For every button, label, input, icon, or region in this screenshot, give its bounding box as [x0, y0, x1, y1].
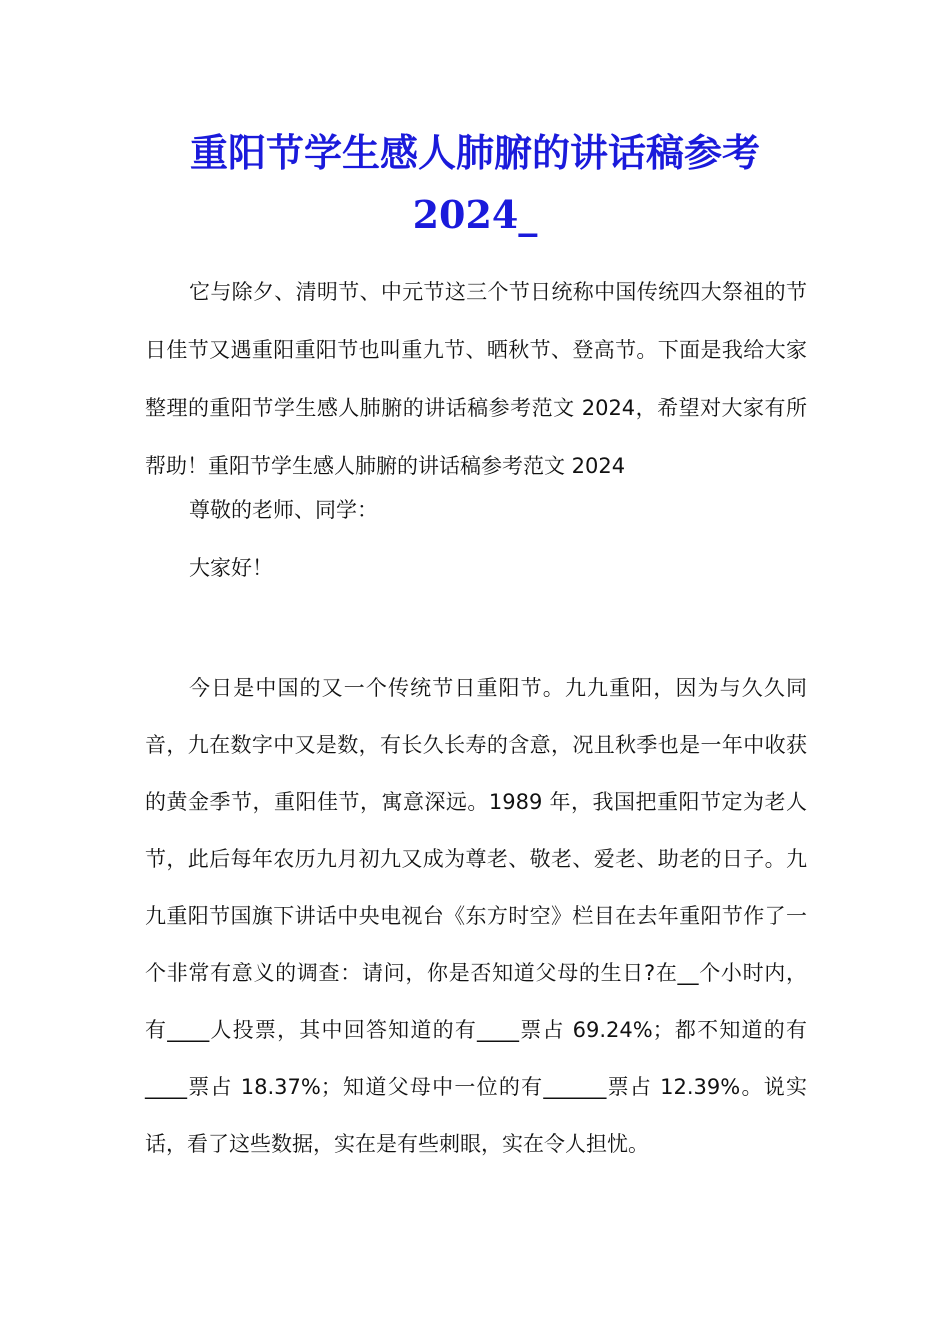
intro-paragraph: 它与除夕、清明节、中元节这三个节日统称中国传统四大祭祖的节日佳节又遇重阳重阳节也叫重九节、晒秋节、登高节。下面是我给大家整理的重阳节学生感人肺腑的讲话稿参考范文 2024，希望对大家有所帮助！重阳节学生感人肺腑的讲话稿参考范文 2024: [145, 280, 807, 478]
salutation-line: 尊敬的老师、同学：: [189, 498, 378, 522]
main-paragraph: 今日是中国的又一个传统节日重阳节。九九重阳，因为与久久同音，九在数字中又是数，有长久长寿的含意，况且秋季也是一年中收获的黄金季节，重阳佳节，寓意深远。1989 年，我国把重阳节定为老人节，此后每年农历九月初九又成为尊老、敬老、爱老、助老的日子。九九重阳节国旗下讲话中央电视台《东方时空》栏目在去年重阳节作了一个非常有意义的调查：请问，你是否知道父母的生日?在__个小时内，有____人投票，其中回答知道的有____票占 69.24%；都不知道的有____票占 18.37%；知道父母中一位的有______票占 12.39%。说实话，看了这些数据，实在是有些刺眼，实在令人担忧。: [145, 676, 807, 1156]
greeting-line: 大家好！: [189, 556, 273, 580]
document-title: 重阳节学生感人肺腑的讲话稿参考2024_: [189, 130, 760, 237]
